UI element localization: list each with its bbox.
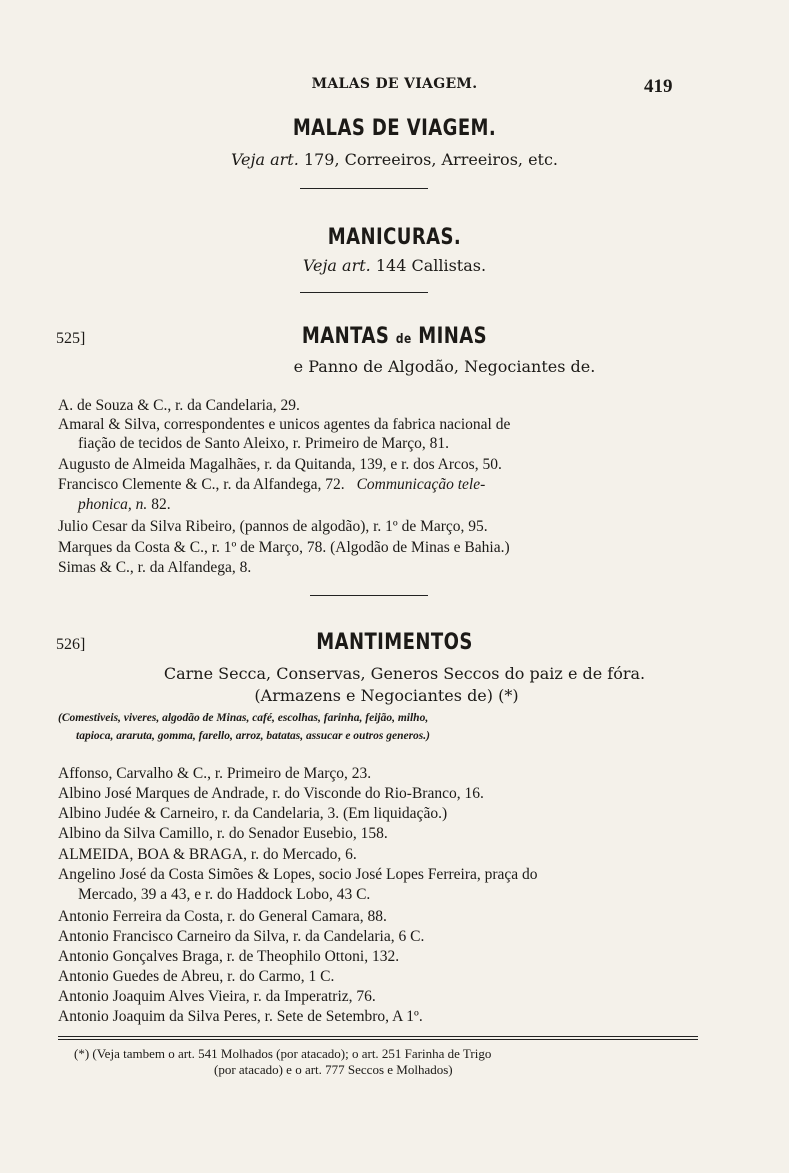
list-item: Antonio Joaquim da Silva Peres, r. Sete de Setembro, A 1º. (58, 1008, 423, 1025)
mantas-subtitle: e Panno de Algodão, Negociantes de. (293, 357, 596, 376)
list-item: Marques da Costa & C., r. 1º de Março, 78. (Algodão de Minas e Bahia.) (58, 539, 510, 556)
list-item: Mercado, 39 a 43, e r. do Haddock Lobo, 43 C. (78, 886, 371, 903)
list-item (58, 476, 485, 494)
list-item: Julio Cesar da Silva Ribeiro, (pannos de algodão), r. 1º de Março, 95. (58, 518, 488, 535)
list-item: fiação de tecidos de Santo Aleixo, r. Primeiro de Março, 81. (78, 435, 450, 452)
mantas-title-de: de (395, 332, 412, 347)
divider (300, 188, 428, 189)
malas-ref-text: 179, Correeiros, Arreeiros, etc. (298, 150, 559, 169)
section-title-mantimentos: MANTIMENTOS (316, 630, 473, 655)
list-item: Antonio Francisco Carneiro da Silva, r. da Candelaria, 6 C. (58, 928, 425, 945)
running-head: MALAS DE VIAGEM. (311, 76, 478, 92)
mantas-title-b: MINAS (411, 324, 488, 349)
manicuras-ref-italic: Veja art. (302, 256, 371, 275)
mantas-title-a: MANTAS (301, 324, 396, 349)
list-item (78, 496, 171, 514)
divider (310, 595, 428, 596)
list-item: Amaral & Silva, correspondentes e unicos agentes da fabrica nacional de (58, 416, 511, 433)
list-item: Antonio Joaquim Alves Vieira, r. da Imperatriz, 76. (58, 988, 376, 1005)
section-number-526: 526] (56, 636, 86, 653)
list-item: Antonio Ferreira da Costa, r. do General Camara, 88. (58, 908, 387, 925)
section-title-manicuras: MANICURAS. (327, 225, 462, 250)
list-item: Albino Judée & Carneiro, r. da Candelaria, 3. (Em liquidação.) (58, 805, 448, 822)
mantimentos-note-2: tapioca, araruta, gomma, farello, arroz, batatas, assucar e outros generos.) (76, 730, 430, 742)
footnote-rule (58, 1036, 698, 1037)
list-item-italic: Communicação tele- (356, 476, 486, 493)
list-item-italic: phonica, n. (78, 496, 148, 513)
manicuras-ref-text: 144 Callistas. (370, 256, 487, 275)
list-item: Simas & C., r. da Alfandega, 8. (58, 559, 252, 576)
mantimentos-subtitle-1: Carne Secca, Conservas, Generos Seccos do paiz e de fóra. (163, 664, 646, 683)
list-item: ALMEIDA, BOA & BRAGA, r. do Mercado, 6. (58, 846, 357, 863)
section-title-mantas (71, 324, 718, 349)
list-item: Angelino José da Costa Simões & Lopes, socio José Lopes Ferreira, praça do (58, 866, 538, 883)
malas-reference (0, 150, 789, 169)
list-item: Augusto de Almeida Magalhães, r. da Quitanda, 139, e r. dos Arcos, 50. (58, 456, 502, 473)
list-item: Albino da Silva Camillo, r. do Senador Eusebio, 158. (58, 825, 388, 842)
list-item: Albino José Marques de Andrade, r. do Visconde do Rio-Branco, 16. (58, 785, 484, 802)
divider (300, 292, 428, 293)
section-number-525: 525] (56, 330, 86, 347)
list-item: A. de Souza & C., r. da Candelaria, 29. (58, 397, 300, 414)
list-item-text: Francisco Clemente & C., r. da Alfandega, 72. (58, 476, 345, 493)
mantimentos-note-1: (Comestiveis, viveres, algodão de Minas, café, escolhas, farinha, feijão, milho, (58, 712, 429, 724)
list-item-text: 82. (147, 496, 171, 513)
list-item: Antonio Guedes de Abreu, r. do Carmo, 1 C. (58, 968, 335, 985)
footnote-rule (58, 1039, 698, 1040)
malas-ref-italic: Veja art. (230, 150, 299, 169)
page-number: 419 (644, 76, 673, 97)
manicuras-reference (0, 256, 789, 275)
section-title-malas: MALAS DE VIAGEM. (292, 116, 497, 141)
mantimentos-subtitle-2: (Armazens e Negociantes de) (*) (254, 686, 519, 705)
footnote-line-2: (por atacado) e o art. 777 Seccos e Molhados) (214, 1062, 453, 1077)
footnote-line-1: (*) (Veja tambem o art. 541 Molhados (por atacado); o art. 251 Farinha de Trigo (74, 1046, 492, 1061)
list-item: Antonio Gonçalves Braga, r. de Theophilo Ottoni, 132. (58, 948, 400, 965)
list-item: Affonso, Carvalho & C., r. Primeiro de Março, 23. (58, 765, 372, 782)
